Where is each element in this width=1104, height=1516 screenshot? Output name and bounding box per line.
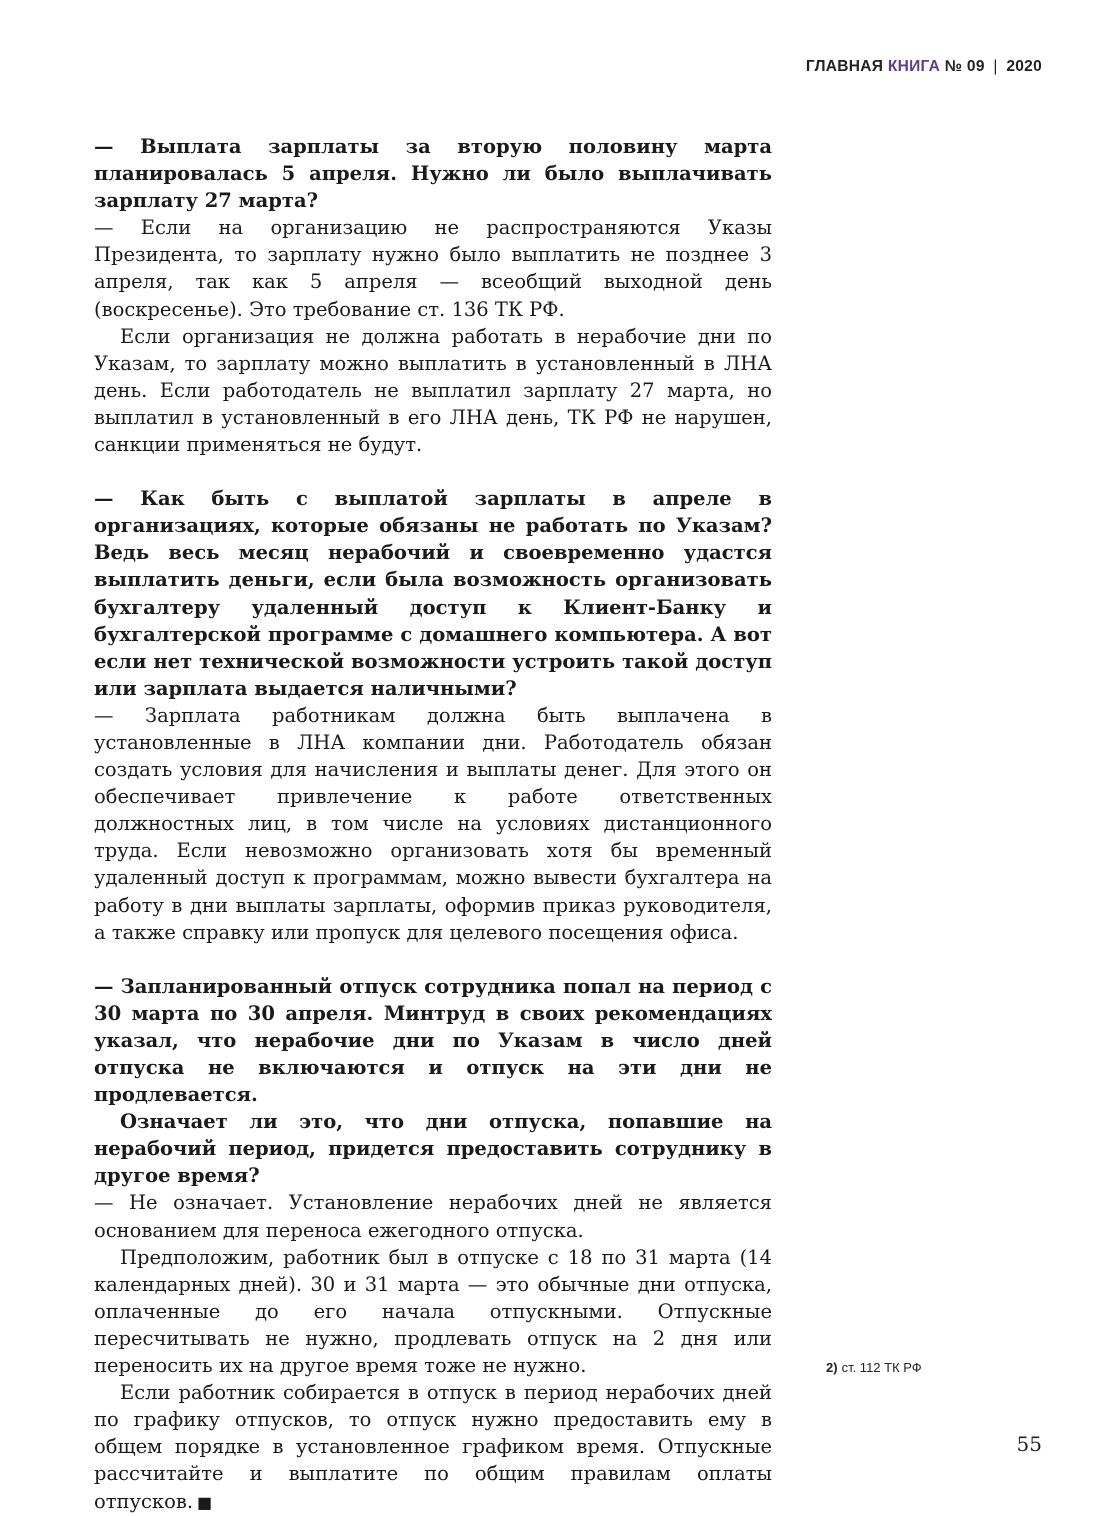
answer-3-paragraph-3-text: Если работник собирается в отпуск в период нерабочих дней по графику отпусков, то отпуск нужно предоставить ему в общем порядке в установленное графиком время. Отпускные рассчитайте и выплатите по общим правилам оплаты отпусков. [94, 1381, 772, 1513]
footnote [826, 1360, 922, 1375]
question-1: — Выплата зарплаты за вторую половину марта планировалась 5 апреля. Нужно ли было выплачивать зарплату 27 марта? [94, 135, 772, 213]
header-separator: | [993, 58, 998, 75]
answer-2-paragraph-1: — Зарплата работникам должна быть выплачена в установленные в ЛНА компании дни. Работодатель обязан создать условия для начисления и выплаты денег. Для этого он обеспечивает привлечение к работе ответственных должностных лиц, в том числе на условиях дистанционного труда. Если невозможно организовать хотя бы временный удаленный доступ к программам, можно вывести бухгалтера на работу в дни выплаты зарплаты, оформив приказ руководителя, а также справку или пропуск для целевого посещения офиса. [94, 703, 772, 944]
answer-1-paragraph-2: Если организация не должна работать в нерабочие дни по Указам, то зарплату можно выплатить в установленный в ЛНА день. Если работодатель не выплатил зарплату 27 марта, но выплатил в установленный в его ЛНА день, ТК РФ не нарушен, санкции применяться не будут. [94, 324, 772, 457]
footnote-number: 2) [826, 1360, 838, 1375]
answer-3-paragraph-2: Предположим, работник был в отпуске с 18 по 31 марта (14 календарных дней). 30 и 31 марта — это обычные дни отпуска, оплаченные до его начала отпускными. Отпускные пересчитывать не нужно, продлевать отпуск на 2 дня или переносить их на другое время тоже не нужно. [94, 1245, 772, 1378]
question-3-paragraph-1: — Запланированный отпуск сотрудника попал на период с 30 марта по 30 апреля. Минтруд в своих рекомендациях указал, что нерабочие дни по Указам в число дней отпуска не включаются и отпуск на эти дни не продлевается. [94, 974, 772, 1107]
section-gap [94, 458, 772, 485]
answer-3-paragraph-1: — Не означает. Установление нерабочих дней не является основанием для переноса ежегодного отпуска. [94, 1191, 772, 1242]
question-2: — Как быть с выплатой зарплаты в апреле в организациях, которые обязаны не работать по Указам? Ведь весь месяц нерабочий и своевременно удастся выплатить деньги, если была возможность организовать бухгалтеру удаленный доступ к Клиент-Банку и бухгалтерской программе с домашнего компьютера. А вот если нет технической возможности устроить такой доступ или зарплата выдается наличными? [94, 487, 772, 700]
running-header [806, 58, 1042, 76]
footnote-text: ст. 112 ТК РФ [841, 1360, 922, 1375]
section-gap [94, 946, 772, 973]
question-3-paragraph-2: Означает ли это, что дни отпуска, попавшие на нерабочий период, придется предоставить сотруднику в другое время? [94, 1110, 772, 1188]
article-body [94, 133, 772, 1516]
end-of-article-mark: ■ [197, 1492, 213, 1512]
issue-year: 2020 [1006, 58, 1042, 75]
magazine-title-part2: КНИГА [887, 58, 941, 75]
answer-3-paragraph-3 [94, 1379, 772, 1515]
page-number: 55 [1016, 1432, 1042, 1456]
magazine-title-part1: ГЛАВНАЯ [805, 58, 884, 75]
answer-1-paragraph-1: — Если на организацию не распространяются Указы Президента, то зарплату нужно было выплатить не позднее 3 апреля, так как 5 апреля — всеобщий выходной день (воскресенье). Это требование ст. 136 ТК РФ. [94, 216, 772, 321]
issue-number: № 09 [944, 58, 985, 75]
